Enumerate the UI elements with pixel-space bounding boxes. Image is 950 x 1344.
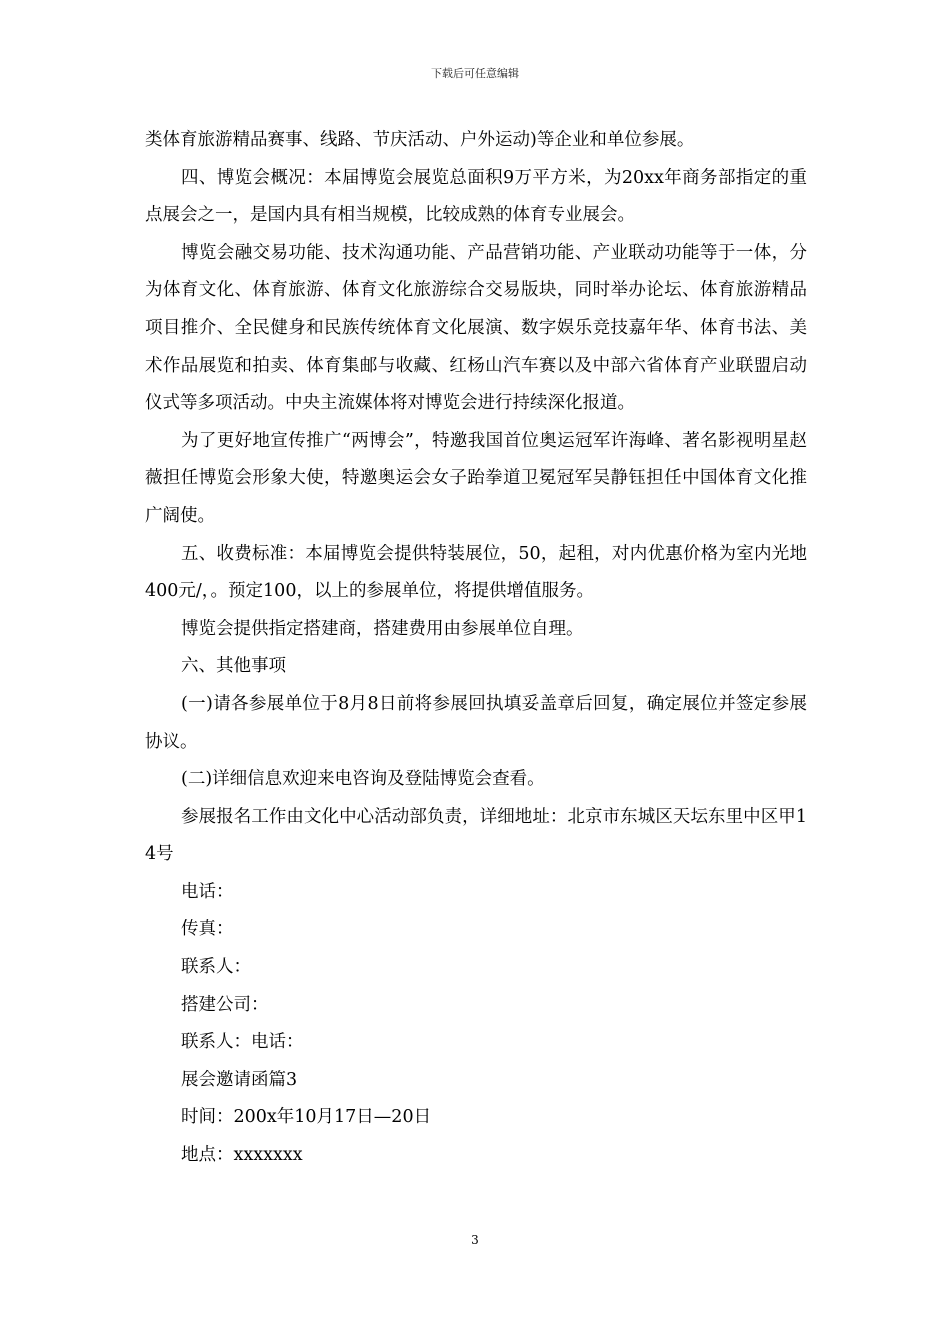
paragraph: 博览会融交易功能、技术沟通功能、产品营销功能、产业联动功能等于一体，分为体育文化、体育旅游、体育文化旅游综合交易版块，同时举办论坛、体育旅游精品项目推介、全民健身和民族传统体育文化展演、数字娱乐竞技嘉年华、体育书法、美术作品展览和拍卖、体育集邮与收藏、红杨山汽车赛以及中部六省体育产业联盟启动仪式等多项活动。中央主流媒体将对博览会进行持续深化报道。 — [145, 242, 807, 414]
paragraph: 时间：200x年10月17日—20日 — [181, 1107, 432, 1128]
contact-line: 搭建公司： — [181, 994, 269, 1015]
document-body — [145, 122, 807, 1175]
paragraph: (二)详细信息欢迎来电咨询及登陆博览会查看。 — [181, 769, 545, 790]
contact-line: 联系人：电话： — [181, 1032, 304, 1053]
contact-line: 联系人： — [181, 957, 251, 978]
contact-line: 传真： — [181, 919, 234, 940]
contact-line: 电话： — [181, 881, 234, 902]
paragraph: 类体育旅游精品赛事、线路、节庆活动、户外运动)等企业和单位参展。 — [145, 130, 695, 150]
section-heading: 展会邀请函篇3 — [181, 1069, 298, 1090]
paragraph: 四、博览会概况：本届博览会展览总面积9万平方米，为20xx年商务部指定的重点展会之一，是国内具有相当规模，比较成熟的体育专业展会。 — [145, 167, 807, 226]
page-number: 3 — [471, 1233, 479, 1247]
paragraph: 五、收费标准：本届博览会提供特装展位，50，起租，对内优惠价格为室内光地400元/，。预定100，以上的参展单位，将提供增值服务。 — [145, 543, 807, 602]
paragraph: (一)请各参展单位于8月8日前将参展回执填妥盖章后回复，确定展位并签定参展协议。 — [145, 693, 807, 752]
paragraph: 参展报名工作由文化中心活动部负责，详细地址：北京市东城区天坛东里中区甲14号 — [145, 806, 807, 865]
paragraph: 地点：xxxxxxx — [181, 1145, 303, 1166]
section-heading: 六、其他事项 — [181, 656, 286, 677]
page-header: 下载后可任意编辑 — [431, 67, 519, 80]
paragraph: 为了更好地宣传推广“两博会”，特邀我国首位奥运冠军许海峰、著名影视明星赵薇担任博览会形象大使，特邀奥运会女子跆拳道卫冕冠军吴静钰担任中国体育文化推广阔使。 — [145, 430, 807, 526]
paragraph: 博览会提供指定搭建商，搭建费用由参展单位自理。 — [181, 618, 584, 639]
